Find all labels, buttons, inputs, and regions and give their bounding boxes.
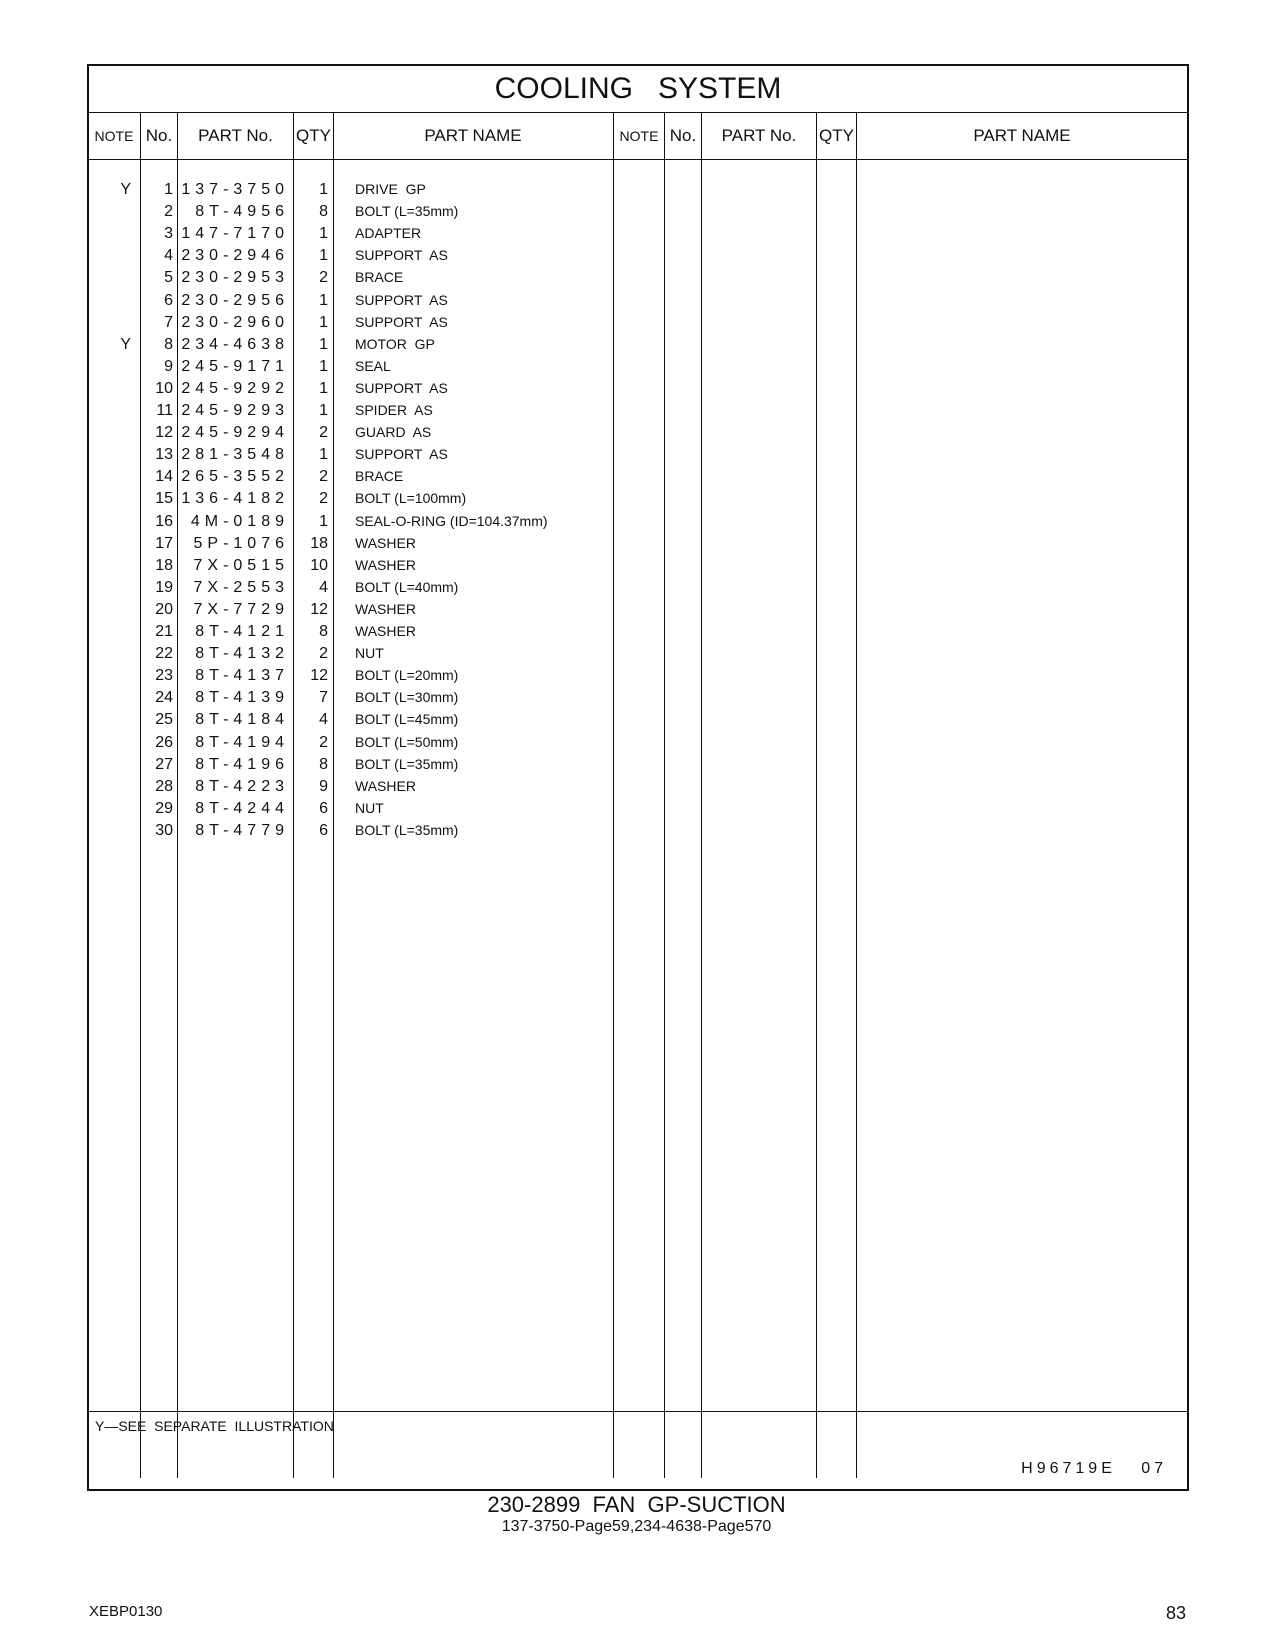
- section-title: COOLING SYSTEM: [89, 66, 1187, 113]
- table-row: [89, 620, 1187, 643]
- row-quantity: 1: [319, 225, 328, 243]
- row-part-name: MOTOR GP: [355, 335, 435, 352]
- row-note: [89, 532, 131, 555]
- table-row: [89, 708, 1187, 731]
- row-quantity: 12: [310, 600, 328, 618]
- row-part-name: BOLT (L=45mm): [355, 711, 459, 728]
- header-note-left: NOTE: [94, 128, 134, 144]
- row-note: [89, 753, 131, 776]
- row-part-number: 4M-0189: [190, 512, 289, 530]
- header-part-no-right: PART No.: [721, 126, 797, 145]
- row-part-number: 8T-4244: [195, 799, 289, 817]
- table-row: [89, 819, 1187, 842]
- table-row: [89, 576, 1187, 599]
- header-part-name-right: PART NAME: [973, 126, 1071, 145]
- table-row: [89, 510, 1187, 533]
- assembly-caption: 230-2899 FAN GP-SUCTION: [487, 1492, 786, 1517]
- row-part-number: 8T-4121: [195, 623, 289, 640]
- table-row: [89, 289, 1187, 312]
- row-part-number: 245-9171: [181, 357, 289, 375]
- row-quantity: 2: [319, 269, 328, 287]
- row-part-number: 147-7170: [181, 225, 289, 243]
- row-item-number: 23: [155, 667, 173, 685]
- row-quantity: 1: [319, 357, 328, 375]
- row-part-number: 7X-7729: [193, 600, 289, 618]
- row-item-number: 21: [155, 623, 173, 640]
- row-part-name: WASHER: [355, 556, 416, 573]
- row-quantity: 7: [319, 689, 328, 707]
- row-note: [89, 421, 131, 444]
- row-note: [89, 510, 131, 533]
- row-quantity: 1: [319, 313, 328, 331]
- row-part-number: 230-2946: [181, 247, 289, 265]
- row-quantity: 9: [319, 777, 328, 795]
- row-item-number: 8: [164, 335, 173, 353]
- row-item-number: 10: [155, 379, 173, 397]
- row-part-number: 7X-2553: [193, 578, 289, 596]
- page-number: 83: [1166, 1603, 1187, 1623]
- row-item-number: 2: [164, 203, 173, 221]
- document-code: XEBP0130: [89, 1603, 163, 1620]
- row-quantity: 1: [319, 379, 328, 397]
- row-quantity: 2: [319, 424, 328, 442]
- row-part-name: DRIVE GP: [355, 181, 426, 197]
- row-note: [89, 664, 131, 687]
- row-item-number: 3: [164, 225, 173, 243]
- row-quantity: 1: [319, 402, 328, 419]
- header-qty-left: QTY: [296, 126, 331, 145]
- row-part-number: 8T-4223: [195, 777, 289, 795]
- row-part-name: BOLT (L=50mm): [355, 733, 459, 750]
- row-item-number: 27: [155, 755, 173, 773]
- header-no-right: No.: [669, 126, 697, 145]
- row-part-number: 281-3548: [181, 446, 289, 464]
- row-note: [89, 244, 131, 267]
- row-part-number: 230-2956: [181, 291, 289, 309]
- row-item-number: 6: [164, 291, 173, 309]
- table-row: [89, 642, 1187, 665]
- row-note: [89, 200, 131, 223]
- table-row: [89, 554, 1187, 577]
- header-part-name-left: PART NAME: [424, 126, 522, 145]
- row-item-number: 20: [155, 600, 173, 618]
- row-note: Y: [120, 181, 131, 198]
- header-qty-right: QTY: [819, 126, 854, 145]
- row-part-name: BOLT (L=40mm): [355, 578, 459, 595]
- row-part-number: 245-9294: [181, 424, 289, 442]
- row-part-number: 136-4182: [181, 490, 289, 508]
- row-note: [89, 642, 131, 665]
- row-note: Y: [120, 335, 131, 353]
- row-part-number: 230-2960: [181, 313, 289, 331]
- row-item-number: 5: [164, 269, 173, 287]
- row-part-name: SUPPORT AS: [355, 291, 448, 308]
- row-note: [89, 731, 131, 754]
- table-footer: [89, 1411, 1187, 1492]
- table-row: [89, 775, 1187, 798]
- row-part-number: 8T-4956: [195, 203, 289, 221]
- header-part-no-left: PART No.: [198, 126, 273, 145]
- row-part-number: 7X-0515: [193, 556, 289, 574]
- table-row: [89, 598, 1187, 621]
- row-part-name: BOLT (L=30mm): [355, 689, 459, 706]
- header-note-right: NOTE: [619, 128, 659, 144]
- row-quantity: 12: [310, 667, 328, 685]
- table-row: [89, 355, 1187, 378]
- row-quantity: 2: [319, 490, 328, 508]
- row-part-name: BOLT (L=35mm): [355, 755, 459, 772]
- row-quantity: 6: [319, 821, 328, 839]
- row-item-number: 11: [156, 402, 173, 419]
- row-part-number: 8T-4139: [195, 689, 289, 707]
- assembly-subcaption: 137-3750-Page59,234-4638-Page570: [501, 1518, 772, 1535]
- table-row: [89, 664, 1187, 687]
- row-part-number: 245-9292: [181, 379, 289, 397]
- table-row: [89, 686, 1187, 709]
- table-row: [89, 753, 1187, 776]
- row-item-number: 12: [155, 424, 173, 442]
- row-note: [89, 797, 131, 820]
- row-quantity: 18: [310, 534, 328, 552]
- table-row: [89, 244, 1187, 267]
- row-part-name: ADAPTER: [355, 225, 422, 242]
- row-quantity: 2: [319, 733, 328, 751]
- table-row: [89, 797, 1187, 820]
- row-item-number: 26: [155, 733, 173, 751]
- row-part-name: BRACE: [355, 269, 404, 286]
- row-part-number: 8T-4137: [195, 667, 289, 685]
- table-row: [89, 178, 1187, 201]
- row-part-number: 8T-4132: [195, 645, 289, 663]
- table-row: [89, 333, 1187, 356]
- row-item-number: 17: [155, 534, 173, 552]
- row-note: [89, 289, 131, 312]
- row-quantity: 2: [319, 645, 328, 663]
- row-note: [89, 620, 131, 643]
- row-quantity: 4: [319, 578, 328, 596]
- row-item-number: 29: [155, 799, 173, 817]
- row-part-name: SUPPORT AS: [355, 379, 448, 396]
- row-part-number: 137-3750: [181, 181, 289, 198]
- row-part-name: SEAL-O-RING (ID=104.37mm): [355, 512, 548, 529]
- row-note: [89, 355, 131, 378]
- row-item-number: 13: [155, 446, 173, 464]
- row-item-number: 30: [155, 821, 173, 839]
- row-note: [89, 311, 131, 334]
- row-part-name: BRACE: [355, 468, 404, 485]
- row-item-number: 16: [155, 512, 173, 530]
- row-quantity: 1: [319, 291, 328, 309]
- row-part-number: 5P-1076: [193, 534, 289, 552]
- footnote: Y—SEE SEPARATE ILLUSTRATION: [95, 1418, 334, 1434]
- table-row: [89, 532, 1187, 555]
- row-note: [89, 487, 131, 510]
- row-part-name: WASHER: [355, 534, 416, 551]
- row-quantity: 8: [319, 203, 328, 221]
- row-note: [89, 399, 131, 422]
- row-item-number: 15: [155, 490, 173, 508]
- row-part-number: 265-3552: [181, 468, 289, 486]
- row-part-name: BOLT (L=20mm): [355, 667, 459, 684]
- table-row: [89, 200, 1187, 223]
- row-quantity: 10: [310, 556, 328, 574]
- row-note: [89, 465, 131, 488]
- row-part-name: BOLT (L=100mm): [355, 490, 467, 507]
- row-item-number: 1: [164, 181, 173, 198]
- row-note: [89, 443, 131, 466]
- header-no-left: No.: [145, 126, 173, 145]
- row-part-name: WASHER: [355, 777, 416, 794]
- reference-code: H96719E 07: [1021, 1460, 1167, 1477]
- row-part-name: BOLT (L=35mm): [355, 203, 459, 220]
- row-part-name: SPIDER AS: [355, 402, 433, 418]
- row-note: [89, 576, 131, 599]
- row-quantity: 1: [319, 181, 328, 198]
- parts-table-sheet: [87, 64, 1189, 1491]
- row-part-number: 245-9293: [181, 402, 289, 419]
- row-part-name: GUARD AS: [355, 424, 432, 441]
- row-part-name: NUT: [355, 645, 384, 662]
- row-item-number: 18: [155, 556, 173, 574]
- row-note: [89, 377, 131, 400]
- table-row: [89, 222, 1187, 245]
- row-part-name: WASHER: [355, 623, 416, 639]
- row-item-number: 25: [155, 711, 173, 729]
- row-part-number: 8T-4184: [195, 711, 289, 729]
- row-note: [89, 686, 131, 709]
- row-part-number: 8T-4196: [195, 755, 289, 773]
- table-row: [89, 266, 1187, 289]
- row-quantity: 1: [319, 446, 328, 464]
- row-quantity: 1: [319, 247, 328, 265]
- table-row: [89, 465, 1187, 488]
- row-quantity: 1: [319, 512, 328, 530]
- table-row: [89, 443, 1187, 466]
- table-row: [89, 311, 1187, 334]
- row-part-number: 8T-4194: [195, 733, 289, 751]
- row-part-number: 234-4638: [181, 335, 289, 353]
- table-row: [89, 487, 1187, 510]
- row-quantity: 6: [319, 799, 328, 817]
- row-item-number: 28: [155, 777, 173, 795]
- row-part-name: SUPPORT AS: [355, 446, 448, 463]
- row-item-number: 19: [155, 578, 173, 596]
- row-item-number: 22: [155, 645, 173, 663]
- table-row: [89, 731, 1187, 754]
- row-part-name: NUT: [355, 799, 384, 816]
- row-note: [89, 775, 131, 798]
- row-part-name: SEAL: [355, 357, 391, 374]
- row-item-number: 4: [164, 247, 173, 265]
- row-note: [89, 266, 131, 289]
- table-row: [89, 421, 1187, 444]
- row-quantity: 4: [319, 711, 328, 729]
- table-row: [89, 399, 1187, 422]
- row-item-number: 24: [155, 689, 173, 707]
- row-quantity: 2: [319, 468, 328, 486]
- row-note: [89, 598, 131, 621]
- row-quantity: 1: [319, 335, 328, 353]
- table-row: [89, 377, 1187, 400]
- row-item-number: 9: [164, 357, 173, 375]
- row-item-number: 7: [164, 313, 173, 331]
- row-note: [89, 819, 131, 842]
- table-header-row: [89, 113, 1187, 160]
- row-note: [89, 708, 131, 731]
- row-quantity: 8: [319, 755, 328, 773]
- row-part-name: SUPPORT AS: [355, 247, 448, 264]
- row-quantity: 8: [319, 623, 328, 640]
- row-part-name: BOLT (L=35mm): [355, 821, 459, 838]
- row-note: [89, 554, 131, 577]
- row-part-number: 8T-4779: [195, 821, 289, 839]
- row-note: [89, 222, 131, 245]
- row-part-name: WASHER: [355, 600, 416, 617]
- row-item-number: 14: [155, 468, 173, 486]
- row-part-name: SUPPORT AS: [355, 313, 448, 330]
- row-part-number: 230-2953: [181, 269, 289, 287]
